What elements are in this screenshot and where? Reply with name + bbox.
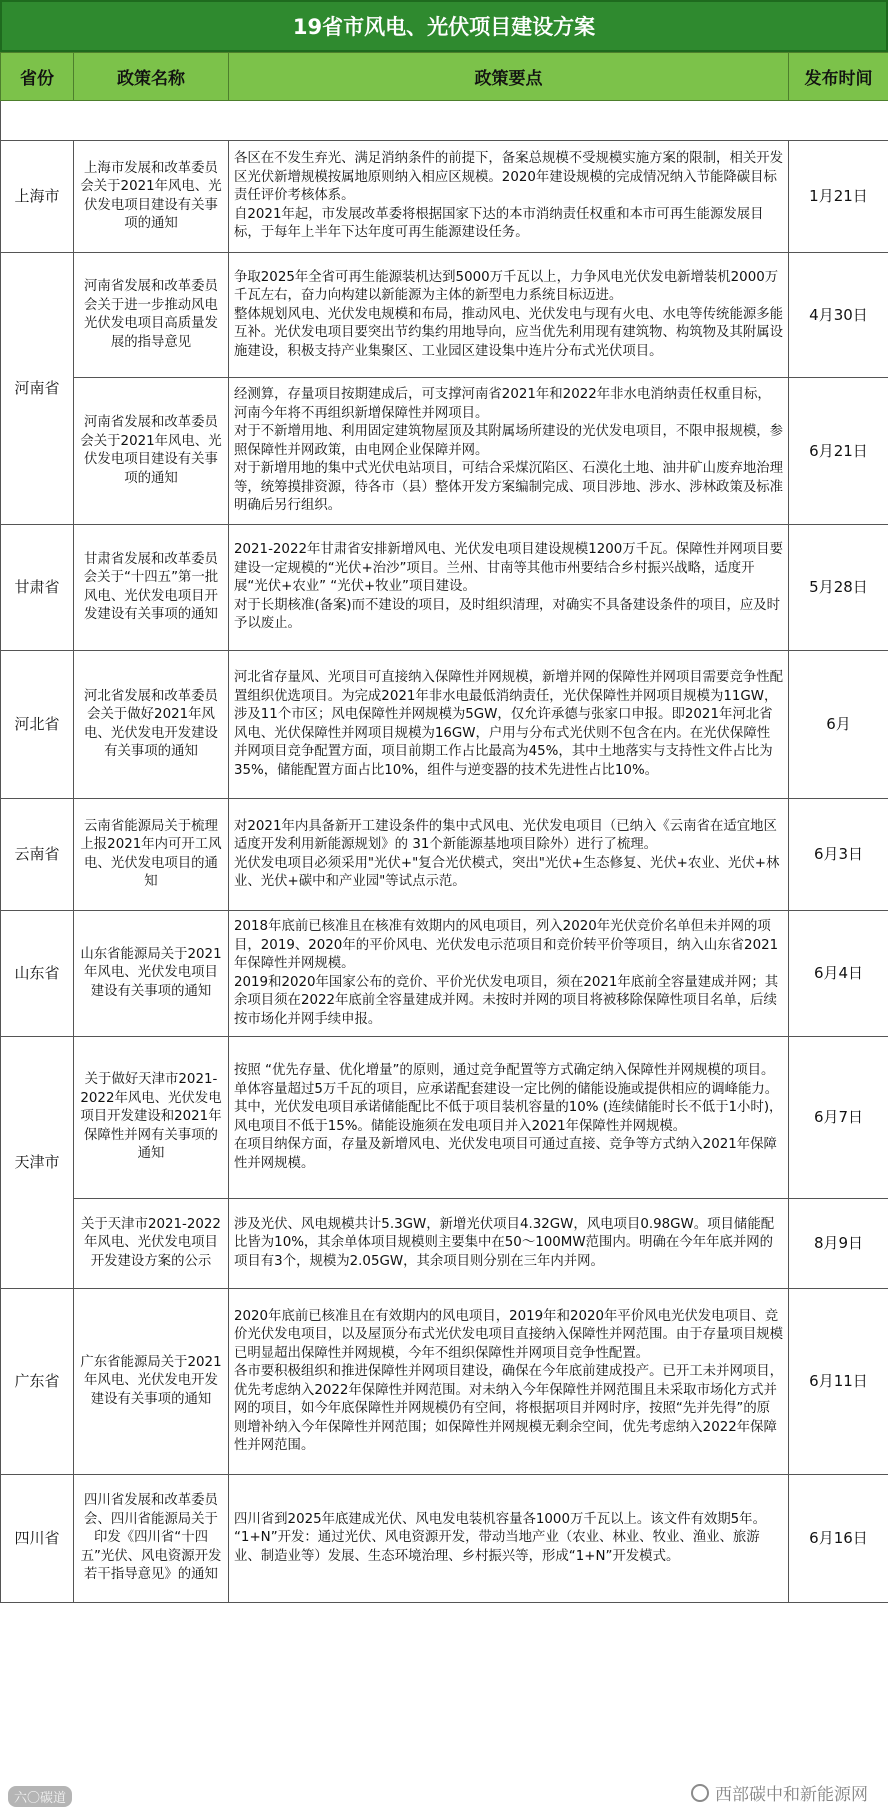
date-cell: 6月3日 — [789, 799, 888, 911]
header-row — [1, 53, 888, 101]
province-cell: 天津市 — [1, 1037, 74, 1289]
date-cell: 8月9日 — [789, 1199, 888, 1289]
header-policy-name: 政策名称 — [74, 53, 229, 101]
province-cell: 上海市 — [1, 141, 74, 253]
table-row — [1, 1037, 888, 1199]
watermark-right — [691, 1780, 868, 1805]
policy-name-cell: 云南省能源局关于梳理上报2021年内可开工风电、光伏发电项目的通知 — [74, 799, 229, 911]
policy-name-cell: 广东省能源局关于2021年风电、光伏发电开发建设有关事项的通知 — [74, 1289, 229, 1475]
policy-table — [0, 52, 888, 1603]
policy-name-cell: 甘肃省发展和改革委员会关于“十四五”第一批风电、光伏发电项目开发建设有关事项的通知 — [74, 525, 229, 651]
policy-points-cell: 2018年底前已核准且在核准有效期内的风电项目，列入2020年光伏竞价名单但未并网的项目，2019、2020年的平价风电、光伏发电示范项目和竞价转平价等项目，纳入山东省2021年保障性并网规模。 2019和2020年国家公布的竞价、平价光伏发电项目，须在2021年底前全容量建成并网；其余项目须在2022年底前全容量建成并网。未按时并网的项目将被移除保障性项目名单，后续按市场化并网手续申报。 — [229, 911, 789, 1037]
province-cell: 广东省 — [1, 1289, 74, 1475]
table-row — [1, 253, 888, 378]
date-cell: 6月 — [789, 651, 888, 799]
policy-name-cell: 上海市发展和改革委员会关于2021年风电、光伏发电项目建设有关事项的通知 — [74, 141, 229, 253]
province-cell: 甘肃省 — [1, 525, 74, 651]
date-cell: 6月21日 — [789, 378, 888, 525]
date-cell: 6月7日 — [789, 1037, 888, 1199]
province-cell: 云南省 — [1, 799, 74, 911]
province-cell: 河北省 — [1, 651, 74, 799]
table-row — [1, 911, 888, 1037]
date-cell: 5月28日 — [789, 525, 888, 651]
header-province: 省份 — [1, 53, 74, 101]
policy-name-cell: 山东省能源局关于2021年风电、光伏发电项目建设有关事项的通知 — [74, 911, 229, 1037]
watermark-right-text: 西部碳中和新能源网 — [715, 1785, 868, 1805]
blank-row — [1, 101, 888, 141]
table-row — [1, 141, 888, 253]
policy-points-cell: 经测算，存量项目按期建成后，可支撑河南省2021年和2022年非水电消纳责任权重目标，河南今年将不再组织新增保障性并网项目。 对于不新增用地、利用固定建筑物屋顶及其附属场所建设的光伏发电项目，不限申报规模，参照保障性并网政策，由电网企业保障并网。 对于新增用地的集中式光伏电站项目，可结合采煤沉陷区、石漠化土地、油井矿山废弃地治理等，统筹摸排资源，待各市（县）整体开发方案编制完成、项目涉地、涉水、涉林政策及标准明确后另行组织。 — [229, 378, 789, 525]
watermark-logo-icon — [691, 1784, 709, 1802]
date-cell: 6月16日 — [789, 1475, 888, 1603]
policy-points-cell: 涉及光伏、风电规模共计5.3GW，新增光伏项目4.32GW，风电项目0.98GW。项目储能配比皆为10%，其余单体项目规模则主要集中在50～100MW范围内。明确在今年年底并网的项目有3个，规模为2.05GW，其余项目则分别在三年内并网。 — [229, 1199, 789, 1289]
policy-points-cell: 四川省到2025年底建成光伏、风电发电装机容量各1000万千瓦以上。该文件有效期5年。 “1+N”开发：通过光伏、风电资源开发，带动当地产业（农业、林业、牧业、渔业、旅游业、制造业等）发展、生态环境治理、乡村振兴等，形成“1+N”开发模式。 — [229, 1475, 789, 1603]
policy-name-cell: 四川省发展和改革委员会、四川省能源局关于印发《四川省“十四五”光伏、风电资源开发若干指导意见》的通知 — [74, 1475, 229, 1603]
table-row — [1, 1475, 888, 1603]
table-row — [1, 651, 888, 799]
blank-cell — [1, 101, 888, 141]
table-row — [1, 378, 888, 525]
policy-name-cell: 关于做好天津市2021-2022年风电、光伏发电项目开发建设和2021年保障性并网有关事项的通知 — [74, 1037, 229, 1199]
date-cell: 4月30日 — [789, 253, 888, 378]
policy-points-cell: 河北省存量风、光项目可直接纳入保障性并网规模，新增并网的保障性并网项目需要竞争性配置组织优选项目。为完成2021年非水电最低消纳责任，光伏保障性并网项目规模为11GW，涉及11个市区；风电保障性并网规模为5GW，仅允许承德与张家口申报。即2021年河北省风电、光伏保障性并网项目规模为16GW，户用与分布式光伏则不包含在内。在光伏保障性并网项目竞争配置方面，项目前期工作占比最高为45%，其中土地落实与支持性文件占比为35%，储能配置方面占比10%，组件与逆变器的技术先进性占比10%。 — [229, 651, 789, 799]
table-row — [1, 1289, 888, 1475]
province-cell: 河南省 — [1, 253, 74, 525]
date-cell: 1月21日 — [789, 141, 888, 253]
policy-name-cell: 河南省发展和改革委员会关于进一步推动风电光伏发电项目高质量发展的指导意见 — [74, 253, 229, 378]
policy-points-cell: 各区在不发生弃光、满足消纳条件的前提下，备案总规模不受规模实施方案的限制，相关开发区光伏新增规模按属地原则纳入相应区规模。2020年建设规模的完成情况纳入节能降碳目标责任评价考核体系。 自2021年起，市发展改革委将根据国家下达的本市消纳责任权重和本市可再生能源发展目标，于每年上半年下达年度可再生能源建设任务。 — [229, 141, 789, 253]
table-row — [1, 525, 888, 651]
policy-points-cell: 按照 “优先存量、优化增量”的原则，通过竞争配置等方式确定纳入保障性并网规模的项目。单体容量超过5万千瓦的项目，应承诺配套建设一定比例的储能设施或提供相应的调峰能力。其中，光伏发电项目承诺储能配比不低于项目装机容量的10% (连续储能时长不低于1小时)，风电项目不低于15%。储能设施须在发电项目并入2021年保障性并网规模。 在项目纳保方面，存量及新增风电、光伏发电项目可通过直接、竞争等方式纳入2021年保障性并网规模。 — [229, 1037, 789, 1199]
watermark-left: 六〇碳道 — [8, 1786, 72, 1807]
province-cell: 四川省 — [1, 1475, 74, 1603]
policy-points-cell: 2020年底前已核准且在有效期内的风电项目，2019年和2020年平价风电光伏发电项目、竞价光伏发电项目，以及屋顶分布式光伏发电项目直接纳入保障性并网范围。由于存量项目规模已明显超出保障性并网规模，今年不组织保障性并网项目竞争性配置。 各市要积极组织和推进保障性并网项目建设，确保在今年底前建成投产。已开工未并网项目，优先考虑纳入2022年保障性并网范围。对未纳入今年保障性并网范围且未采取市场化方式并网的项目，如今年底保障性并网规模仍有空间，将根据项目并网时序，按照“先并先得”的原则增补纳入今年保障性并网范围；如保障性并网规模无剩余空间，优先考虑纳入2022年保障性并网范围。 — [229, 1289, 789, 1475]
policy-points-cell: 2021-2022年甘肃省安排新增风电、光伏发电项目建设规模1200万千瓦。保障性并网项目要建设一定规模的“光伏+治沙”项目。兰州、甘南等其他市州要结合乡村振兴战略，适度开展“光伏+农业” “光伏+牧业”项目建设。 对于长期核准(备案)而不建设的项目，及时组织清理，对确实不具备建设条件的项目，应及时予以废止。 — [229, 525, 789, 651]
table-row — [1, 799, 888, 911]
policy-points-cell: 争取2025年全省可再生能源装机达到5000万千瓦以上，力争风电光伏发电新增装机2000万千瓦左右，奋力向构建以新能源为主体的新型电力系统目标迈进。 整体规划风电、光伏发电规模和布局，推动风电、光伏发电与现有火电、水电等传统能源多能互补。光伏发电项目要突出节约集约用地导向，应当优先利用现有建筑物、构筑物及其附属设施建设，积极支持产业集聚区、工业园区建设集中连片分布式光伏项目。 — [229, 253, 789, 378]
policy-name-cell: 河北省发展和改革委员会关于做好2021年风电、光伏发电开发建设有关事项的通知 — [74, 651, 229, 799]
page-title: 19省市风电、光伏项目建设方案 — [0, 0, 888, 52]
date-cell: 6月4日 — [789, 911, 888, 1037]
table-row — [1, 1199, 888, 1289]
policy-name-cell: 河南省发展和改革委员会关于2021年风电、光伏发电项目建设有关事项的通知 — [74, 378, 229, 525]
province-cell: 山东省 — [1, 911, 74, 1037]
header-date: 发布时间 — [789, 53, 888, 101]
header-policy-points: 政策要点 — [229, 53, 789, 101]
policy-points-cell: 对2021年内具备新开工建设条件的集中式风电、光伏发电项目（已纳入《云南省在适宜地区适度开发利用新能源规划》的 31个新能源基地项目除外）进行了梳理。 光伏发电项目必须采用"光伏+"复合光伏模式，突出"光伏+生态修复、光伏+农业、光伏+林业、光伏+碳中和产业园"等试点示范。 — [229, 799, 789, 911]
policy-name-cell: 关于天津市2021-2022年风电、光伏发电项目开发建设方案的公示 — [74, 1199, 229, 1289]
date-cell: 6月11日 — [789, 1289, 888, 1475]
